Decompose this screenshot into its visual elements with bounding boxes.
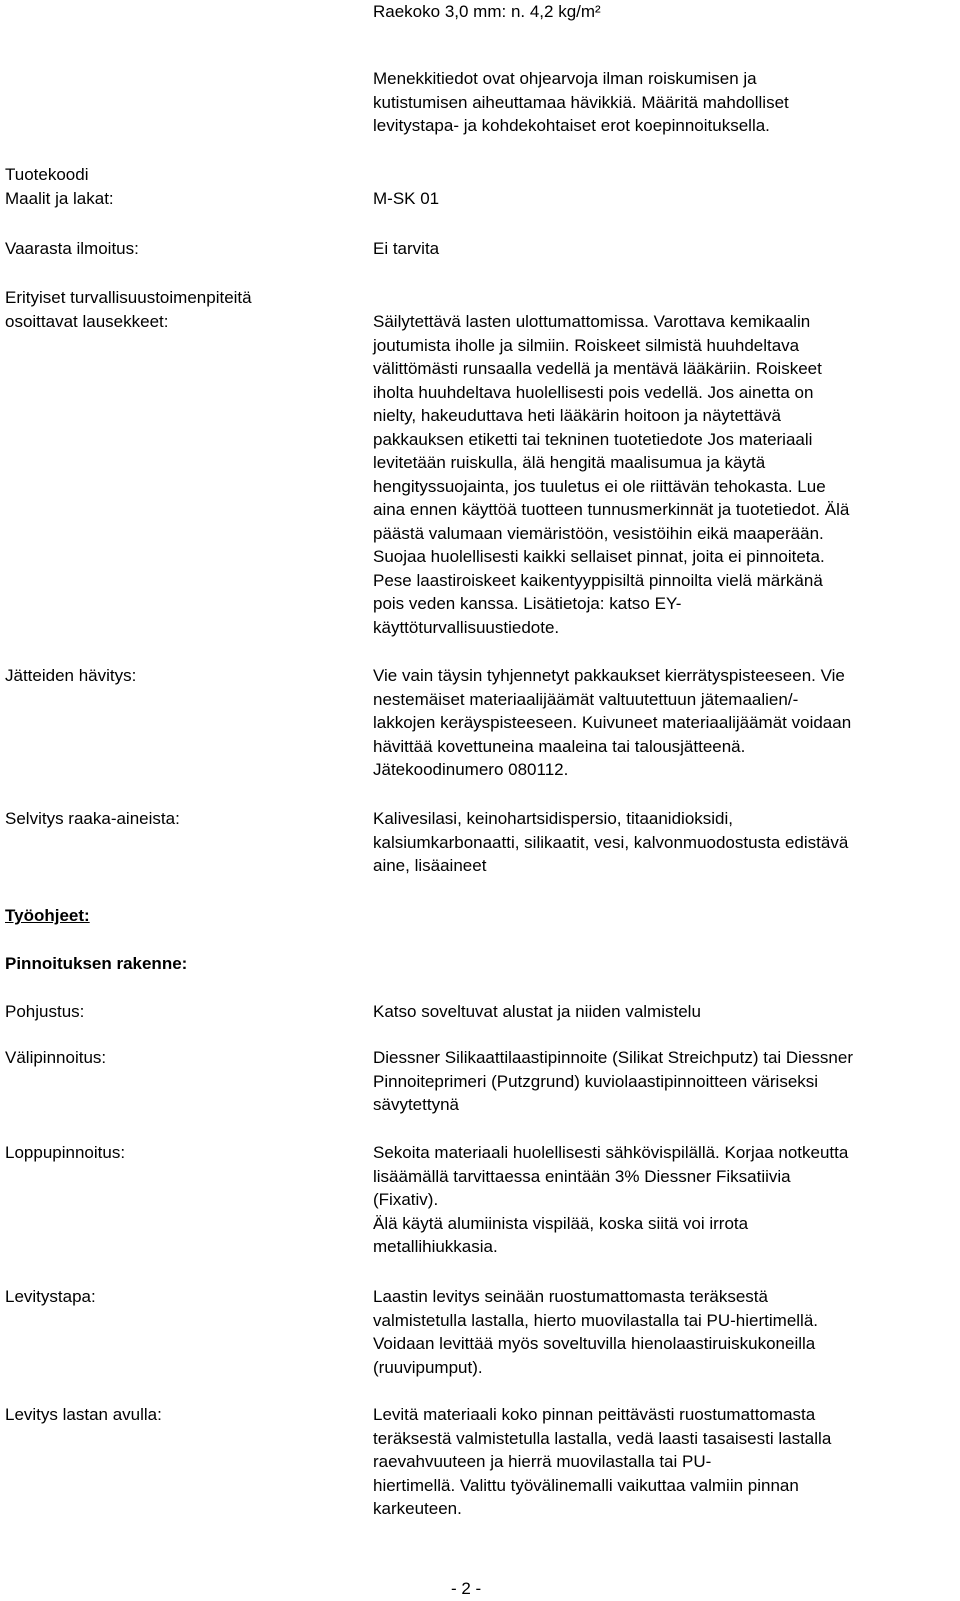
- product-code-label: Maalit ja lakat:: [5, 189, 114, 208]
- waste-disposal-text: Vie vain täysin tyhjennetyt pakkaukset kierrätyspisteeseen. Vie nestemäiset materiaalijäämät valtuutettuun jätemaalien/- lakkojen keräyspisteeseen. Kuivuneet materiaalijäämät voidaan hävittää kovettuneina maaleina tai talousjätteenä. Jätekoodinumero 080112.: [373, 666, 852, 779]
- safety-phrases-label: Erityiset turvallisuustoimenpiteitä osoittavat lausekkeet:: [5, 288, 252, 331]
- consumption-note: Menekkitiedot ovat ohjearvoja ilman roiskumisen ja kutistumisen aiheuttamaa hävikkiä. Määritä mahdolliset levitystapa- ja kohdekohtaiset erot koepinnoituksella.: [373, 69, 789, 135]
- intermediate-coat-text: Diessner Silikaattilaastipinnoite (Silikat Streichputz) tai Diessner Pinnoiteprimeri (Putzgrund) kuviolaastipinnoitteen väriseksi sävytettynä: [373, 1048, 853, 1114]
- waste-disposal-label: Jätteiden hävitys:: [5, 666, 137, 685]
- hazard-notice-label: Vaarasta ilmoitus:: [5, 239, 139, 258]
- application-method-label: Levitystapa:: [5, 1287, 96, 1306]
- work-instructions-heading: Työohjeet:: [5, 906, 90, 925]
- trowel-application-text: Levitä materiaali koko pinnan peittävästi ruostumattomasta teräksestä valmistetulla lastalla, vedä laasti tasaisesti lastalla raevahvuuteen ja hierrä muovilastalla tai PU- hiertimellä. Valittu työvälinemalli vaikuttaa valmiin pinnan karkeuteen.: [373, 1405, 832, 1518]
- intermediate-coat-label: Välipinnoitus:: [5, 1048, 107, 1067]
- ingredients-label: Selvitys raaka-aineista:: [5, 809, 180, 828]
- application-method-text: Laastin levitys seinään ruostumattomasta teräksestä valmistetulla lastalla, hierto muovilastalla tai PU-hiertimellä. Voidaan levittää myös soveltuvilla hienolaastiruiskukoneilla (ruuvipumput).: [373, 1287, 819, 1377]
- primer-label: Pohjustus:: [5, 1002, 85, 1021]
- hazard-notice-value: Ei tarvita: [373, 239, 440, 258]
- product-code-value: M-SK 01: [373, 189, 440, 208]
- safety-phrases-text: Säilytettävä lasten ulottumattomissa. Varottava kemikaalin joutumista iholle ja silmiin. Roiskeet silmistä huuhdeltava välittömästi runsaalla vedellä ja mentävä lääkäriin. Roiskeet iholta huuhdeltava huolellisesti pois vedellä. Jos ainetta on nielty, hakeuduttava heti lääkärin hoitoon ja näytettävä pakkauksen etiketti tai tekninen tuotetiedote Jos materiaali levitetään ruiskulla, älä hengitä maalisumua ja käytä hengityssuojainta, jos tuuletus ei ole riittävän tehokasta. Lue aina ennen käyttöä tuotteen tunnusmerkinnät ja tuotetiedot. Älä päästä valumaan viemäristöön, vesistöihin eikä maaperään. Suojaa huolellisesti kaikki sellaiset pinnat, joita ei pinnoiteta. Pese laastiroiskeet kaikentyyppisiltä pinnoilta vielä märkänä pois veden kanssa. Lisätietoja: katso EY- käyttöturvallisuustiedote.: [373, 312, 850, 637]
- primer-text: Katso soveltuvat alustat ja niiden valmistelu: [373, 1002, 701, 1021]
- product-code-heading: Tuotekoodi: [5, 165, 89, 184]
- final-coat-text: Sekoita materiaali huolellisesti sähkövispilällä. Korjaa notkeutta lisäämällä tarvittaessa enintään 3% Diessner Fiksatiivia (Fixativ). Älä käytä alumiinista vispilää, koska siitä voi irrota metallihiukkasia.: [373, 1143, 849, 1256]
- ingredients-text: Kalivesilasi, keinohartsidispersio, titaanidioksidi, kalsiumkarbonaatti, silikaatit, vesi, kalvonmuodostusta edistävä aine, lisäaineet: [373, 809, 849, 875]
- trowel-application-label: Levitys lastan avulla:: [5, 1405, 162, 1424]
- final-coat-label: Loppupinnoitus:: [5, 1143, 126, 1162]
- page-number: - 2 -: [451, 1579, 482, 1598]
- coating-structure-heading: Pinnoituksen rakenne:: [5, 954, 188, 973]
- grain-size-text: Raekoko 3,0 mm: n. 4,2 kg/m²: [373, 2, 601, 21]
